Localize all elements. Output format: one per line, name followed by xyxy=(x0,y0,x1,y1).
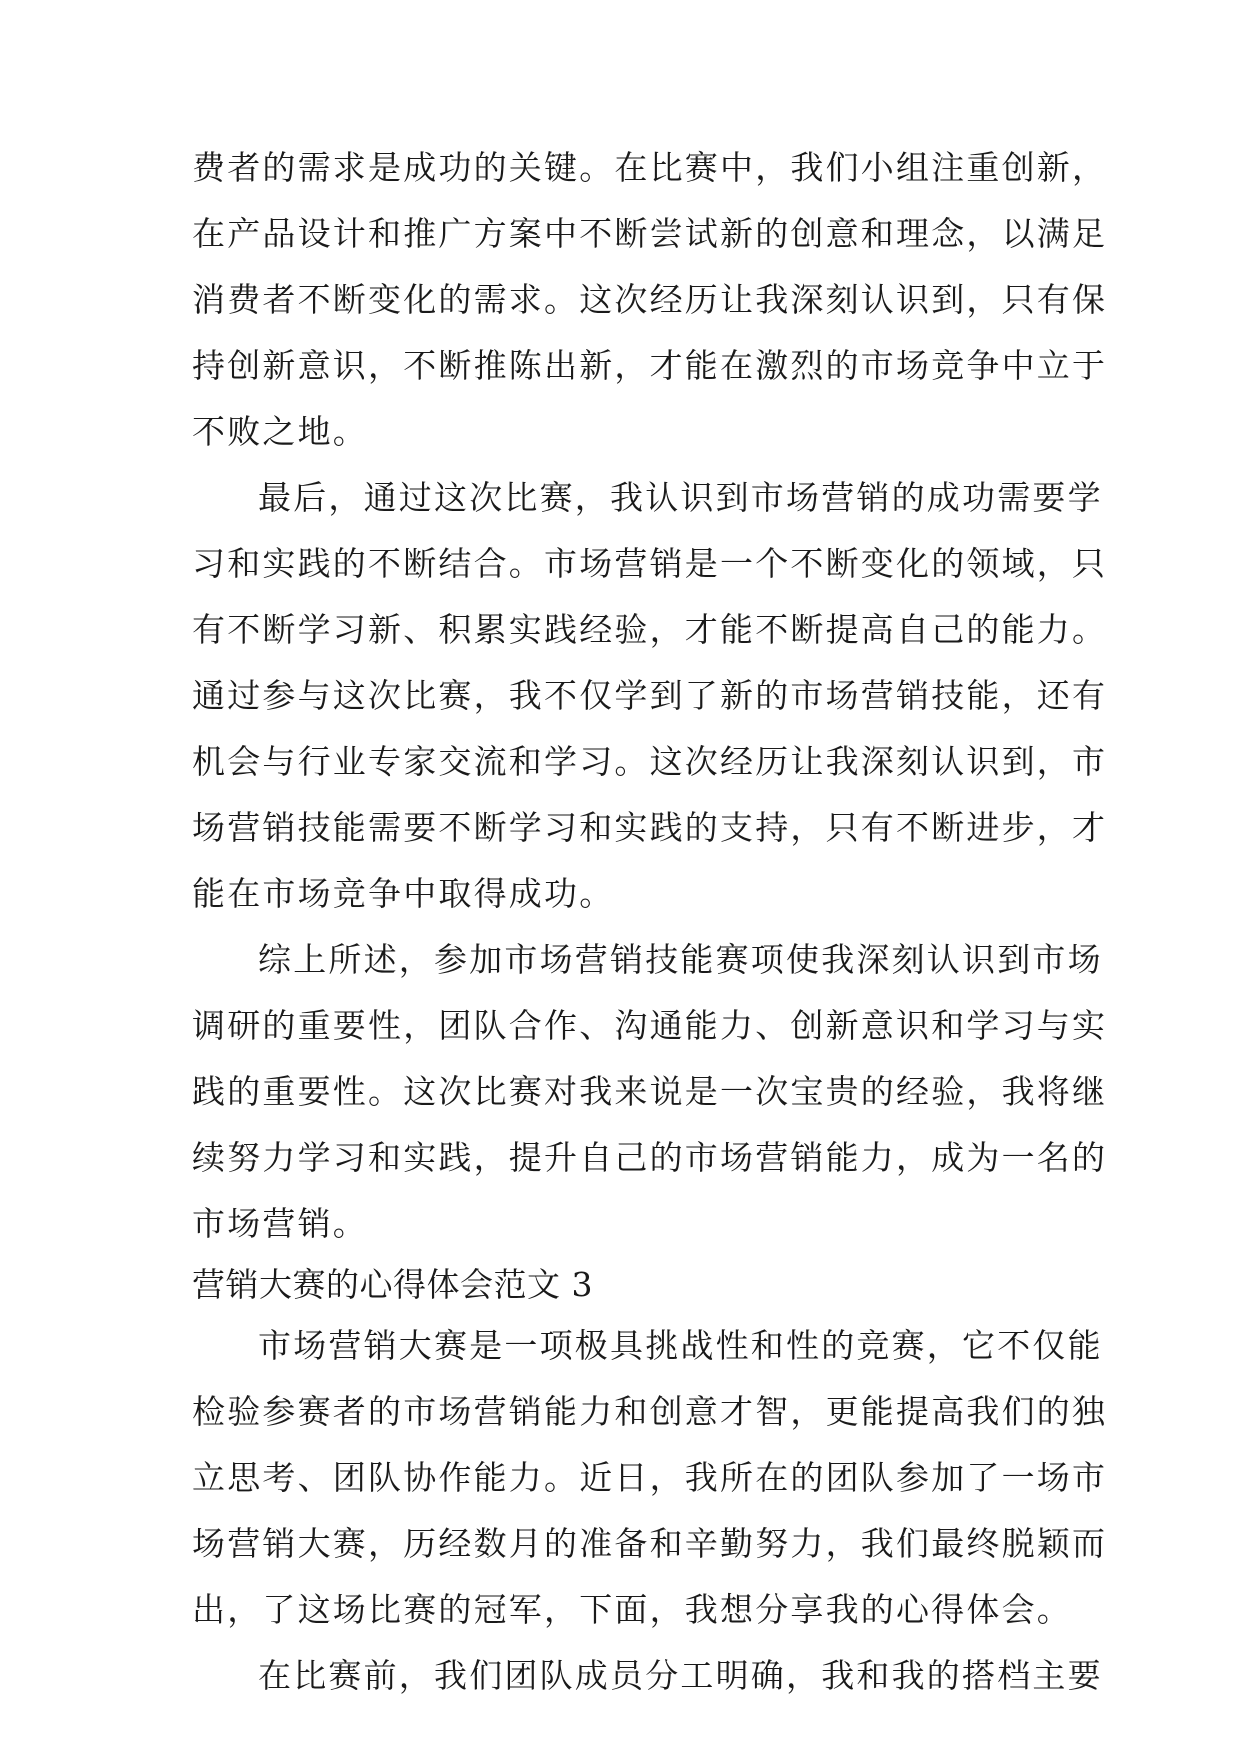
paragraph-line: 机会与行业专家交流和学习。这次经历让我深刻认识到，市 xyxy=(192,742,1108,781)
paragraph-line: 消费者不断变化的需求。这次经历让我深刻认识到，只有保 xyxy=(192,280,1108,319)
paragraph-line: 出，了这场比赛的冠军，下面，我想分享我的心得体会。 xyxy=(192,1590,1072,1629)
paragraph-line: 场营销技能需要不断学习和实践的支持，只有不断进步，才 xyxy=(192,808,1108,847)
paragraph-line: 在产品设计和推广方案中不断尝试新的创意和理念，以满足 xyxy=(192,214,1108,253)
paragraph-first-line: 在比赛前，我们团队成员分工明确，我和我的搭档主要 xyxy=(258,1656,1103,1695)
paragraph-line: 践的重要性。这次比赛对我来说是一次宝贵的经验，我将继 xyxy=(192,1072,1108,1111)
paragraph-line: 检验参赛者的市场营销能力和创意才智，更能提高我们的独 xyxy=(192,1392,1108,1431)
paragraph-first-line: 综上所述，参加市场营销技能赛项使我深刻认识到市场 xyxy=(258,940,1103,979)
paragraph-line: 有不断学习新、积累实践经验，才能不断提高自己的能力。 xyxy=(192,610,1108,649)
paragraph-line: 调研的重要性，团队合作、沟通能力、创新意识和学习与实 xyxy=(192,1006,1108,1045)
paragraph-line: 能在市场竞争中取得成功。 xyxy=(192,874,615,913)
paragraph-first-line: 市场营销大赛是一项极具挑战性和性的竞赛，它不仅能 xyxy=(258,1326,1103,1365)
paragraph-line: 通过参与这次比赛，我不仅学到了新的市场营销技能，还有 xyxy=(192,676,1108,715)
paragraph-line: 市场营销。 xyxy=(192,1204,368,1243)
paragraph-line: 习和实践的不断结合。市场营销是一个不断变化的领域，只 xyxy=(192,544,1108,583)
paragraph-line: 场营销大赛，历经数月的准备和辛勤努力，我们最终脱颖而 xyxy=(192,1524,1108,1563)
paragraph-line: 立思考、团队协作能力。近日，我所在的团队参加了一场市 xyxy=(192,1458,1108,1497)
paragraph-first-line: 最后，通过这次比赛，我认识到市场营销的成功需要学 xyxy=(258,478,1103,517)
paragraph-line: 续努力学习和实践，提升自己的市场营销能力，成为一名的 xyxy=(192,1138,1108,1177)
paragraph-line: 持创新意识，不断推陈出新，才能在激烈的市场竞争中立于 xyxy=(192,346,1108,385)
paragraph-line: 费者的需求是成功的关键。在比赛中，我们小组注重创新， xyxy=(192,148,1108,187)
paragraph-line: 不败之地。 xyxy=(192,412,368,451)
section-heading: 营销大赛的心得体会范文 3 xyxy=(192,1265,593,1304)
